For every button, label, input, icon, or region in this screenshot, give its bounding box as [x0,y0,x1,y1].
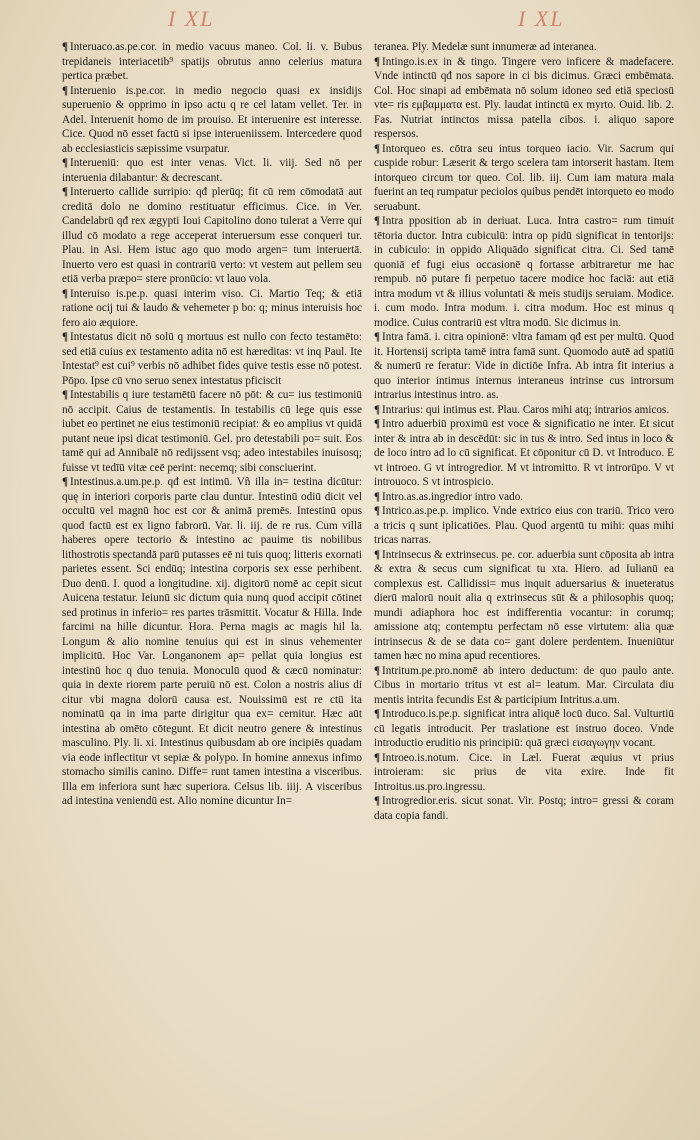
entry-text: Intrico.as.pe.p. implico. Vnde extrico eius con trariū. Trico vero a tricis q sunt iplicatiōes. Plau. Quod argentū tu mihi: quas mihi tricas narras. [374,505,674,546]
paragraph-mark-icon: ¶ [374,795,381,807]
entry-text: Interuerto callide surripio: qđ plerūq; fit cū rem cōmodatā aut creditā dolo ne domino restituatur efficimus. Cice. in Ver. Candelabrū qđ rex ægypti Ioui Capitolino dono tulerat a Verre qui illud cō modato a rege acceperat interuersum esse conqueri tur. Plau. in Asi. Hem istuc ago quo modo argen= tum interuertā. Inuerto vero est quasi in contrariū verto: vt vestem aut pellem seu etiā verba præpo= stere pronūcio: vt lauo vola. [62,186,362,285]
dictionary-entry [374,142,674,215]
dictionary-entry [374,417,674,490]
paragraph-mark-icon: ¶ [374,708,381,720]
paragraph-mark-icon: ¶ [62,41,69,53]
dictionary-entry [62,287,362,331]
entry-text: Intrarius: qui intimus est. Plau. Caros mihi atq; intrarios amicos. [382,403,670,416]
paragraph-mark-icon: ¶ [374,751,381,764]
dictionary-entry [374,214,674,330]
paragraph-mark-icon: ¶ [62,476,69,488]
paragraph-mark-icon: ¶ [62,186,69,198]
paragraph-mark-icon: ¶ [62,157,69,169]
dictionary-entry [62,40,362,84]
dictionary-entry [62,156,362,185]
paragraph-mark-icon: ¶ [374,55,381,68]
folio-mark-left: I XL [168,6,215,31]
dictionary-entry [62,330,362,388]
entry-text: Interueniū: quo est inter venas. Vict. li. viij. Sed nō per interuenia dilabantur: & decrescant. [62,157,362,184]
folio-mark-right: I XL [518,6,565,31]
paragraph-mark-icon: ¶ [374,215,381,227]
right-column [374,40,674,823]
dictionary-entry [374,403,674,418]
entry-text: Intra pposition ab in deriuat. Luca. Intra castro= rum timuit tētoria ductor. Intra cubiculū: intra op pidū significat in tentorijs: in cubiculo: in oppido Aliquādo significat citra. Ci. Sed tamē quoniā ef fugi eius occasionē q fortasse arbitraretur me hac rempub. nō putare fi perpetuo tacere modice hoc faciā: aut etiā intra modum vt & illius voluntati & meis studijs seruiam. Modice. i. cum modo. Intra modum. i. citra modum. Hoc est minus q modice. Cuius contrariū est vltra modū. Sic dicimus in. [374,215,674,329]
paragraph-mark-icon: ¶ [62,389,69,401]
dictionary-entry [374,707,674,751]
entry-text: Intestinus.a.um.pe.p. qđ est intimū. Vñ illa in= testina dicūtur: quę in interiori corporis parte clau duntur. Intestinū odiū dicit vel occultū vel magnū hoc est cor & animā premēs. Intestinū opus quod factū est ex ligno fabrorū. Var. li. iij. de re rus. Cum villā haberes opere tectorio & intestino ac pauime tis nobilibus lithostrotis spectandā parū putasses eē ni tuis quoq; litteris exornati parietes essent. Sci endūq; intestina corporis sex esse perhibent. Duo denū. I. quod a longitudine. xij. digitorū nomē ac cepit sicut Auicena testatur. Ieiunū sic dictum quia nunq quod accipit cōtinet sed protinus in inferio= res partes trāsmittit. Vocatur & Hilla. Inde farcimi na hille dicuntur. Hora. Perna magis ac magis hil la. Longum & alio nomine tenuius qui est in sinus vehementer implicitū. Hoc Var. Longanonem ap= pellat quia longius est intestinū hoc q duo tenuia. Monoculū quod & cæcū nominatur: quia in dexte riorem parte peruiū nō est. Colon a nostris alius di citur vbi magna dolorū causa est. Nouissimū est re ctū ita nominatū qa in ima parte dirigitur qua ex= cernitur. Hæc aūt intestina ab omēto cōtegunt. Et dicit neutro genere & intestinus masculino. Ply. li. xi. Intestinus quibusdam ab ore incipiēs quadam via eode inflectitur vt sepiæ & polypo. In homine annexus infimo stomacho similis canino. Diffe= runt tamen intestina a visceribus. Illa em inferiora sunt hæc superiora. Celsus lib. iiij. A visceribus ad intestina veniendū est. Alio nomine dicuntur In= [62,476,362,807]
entry-text: teranea. Ply. Medelæ sunt innumeræ ad interanea. [374,41,597,53]
paragraph-mark-icon: ¶ [62,84,69,97]
entry-text: Introeo.is.notum. Cice. in Læl. Fuerat æquius vt prius introieram: sic prius de vita exire. Inde fit Introitus.us.pro.ingressu. [374,751,674,793]
paragraph-mark-icon: ¶ [374,331,381,343]
entry-text: Intrinsecus & extrinsecus. pe. cor. aduerbia sunt cōposita ab intra & extra & secus cum significat tu xta. Hiero. ad Iulianū ea complexus est. Callidissi= mus inquit aduersarius & inueteratus dierū malorū nouit alia q extrinsecus sūt & a philosophis quoq; mundi adiaphora hoc est indifferentia vocantur: in corumq; amissione atq; contemptu perfectam nō esse virtutem: alia quæ intrinsecus & de se data co= gant dolere perdentem. Inueniūtur tamen hæc no mina apud recentiores. [374,548,674,662]
paragraph-mark-icon: ¶ [374,490,381,503]
dictionary-entry [62,475,362,809]
dictionary-entry [374,55,674,142]
entry-text: Intingo.is.ex in & tingo. Tingere vero inficere & madefacere. Vnde intinctū qđ nos sapore in ci bis dicimus. Græci embēmata. Col. Hoc sinapi ad embēmata nō solum idoneo sed etiā speciosū vte= ris εμβαμματα est. Ply. laudat intinctū ex myrto. Ouid. lib. 2. Fas. Nutriat intinctos missa patella cibos. i. aliquo sapore respersos. [374,55,674,140]
entry-text: Interuiso is.pe.p. quasi interim viso. Ci. Martio Teq; & etiā ratione ocij tui & laudo & vehemeter p bo: q; minus interuisis hoc fero aio æquiore. [62,287,362,329]
dictionary-entry [374,664,674,708]
entry-text: Intro.as.as.ingredior intro vado. [382,490,524,503]
paragraph-mark-icon: ¶ [62,331,69,343]
entry-text: Intestatus dicit nō solū q mortuus est nullo con fecto testamēto: sed etiā cuius ex testamento adita nō est hæreditas: vt inq Paul. Ite Intestat⁹ est cui⁹ verbis nō adhibet fides quive testis esse nō potest. Pōpo. Ipse cū vno seruo senex intestatus pficiscit [62,331,362,387]
entry-text: Introduco.is.pe.p. significat intra aliquē locū duco. Sal. Vulturtiū cū legatis introducit. Per traslatione est instruo doceo. Vnde introductio eruditio nis principiū: quā græci εισαγωγην vocant. [374,708,674,749]
entry-text: Interuenio is.pe.cor. in medio negocio quasi ex insidijs superuenio & opprimo in ipso actu q re cel latam vellet. Ter. in Adel. Interuenit homo de im prouiso. Et interuenire est interesse. Cice. Quod nō esset factū si ipse interueniissem. Intercedere quod ab ecclesiasticis sæpissime vsurpatur. [62,84,362,155]
entry-text: Intestabilis q iure testamētū facere nō pōt: & cu= ius testimoniū nō accipit. Caius de testamentis. In testabilis cū lege quis esse iubet eo pertinet ne eius testimoniū recipiat: & eo amplius vt quidā putant neue ipsi dicat testimoniū. Gel. pro detestabili po= suit. Eos tamē qui ad Annibalē nō redijssent vsq; adeo intestabiles inuisosq; fuisse vt tedīū vitæ ceē perint: necemq; sibi consciuerint. [62,389,362,474]
dictionary-entry [62,185,362,287]
paragraph-mark-icon: ¶ [62,287,69,300]
dictionary-entry [62,84,362,157]
dictionary-entry [374,548,674,664]
entry-text: Intro aduerbiū proximū est voce & significatio ne inter. Et sicut inter & intra ab in descēdūt: sic in tus & intro. Sed intus in loco & de loco intro ad lo cū significat. Et cōponitur cū D. vt Introduco. E vt introeo. G vt introgredior. M vt intromitto. R vt introrūpo. V vt introuoco. S vt introspicio. [374,418,674,488]
left-column [62,40,362,809]
dictionary-entry [374,504,674,548]
paragraph-mark-icon: ¶ [374,548,381,561]
dictionary-entry [374,794,674,823]
paragraph-mark-icon: ¶ [374,403,381,416]
dictionary-entry [62,388,362,475]
paragraph-mark-icon: ¶ [374,142,381,155]
dictionary-entry [374,330,674,403]
dictionary-entry [374,40,674,55]
entry-text: Introgredior.eris. sicut sonat. Vir. Postq; intro= gressi & coram data copia fandi. [374,795,674,822]
entry-text: Intra famā. i. citra opinionē: vltra famam qđ est per multū. Quod it. Hortensij scripta tamē intra famā sunt. Quomodo autē ad spatiū & numerū re feratur: Vide in dictiōe Infra. Ab intra fit interius a quo interior intimus internus interaneus intrinse cus introrsum intrarius intestinus intro. as. [374,331,674,401]
dictionary-entry [374,751,674,795]
paragraph-mark-icon: ¶ [374,664,381,677]
entry-text: Intritum.pe.pro.nomē ab intero deductum: de quo paulo ante. Cibus in mortario tritus vt est al= leatum. Mar. Circulata diu mentis intrita fecundis Est & participium Intritus.a.um. [374,664,674,706]
paragraph-mark-icon: ¶ [374,418,381,430]
entry-text: Intorqueo es. cōtra seu intus torqueo iacio. Vir. Sacrum qui cuspide robur: Læserit & tergo scelera tam intorserit hastam. Item intorqueo circum tor queo. Col. lib. iij. Cum iam matura mala fuerint an teq rumpatur peciolos quibus pendēt intorqueto eo modo seruabunt. [374,142,674,213]
dictionary-entry [374,490,674,505]
entry-text: Interuaco.as.pe.cor. in medio vacuus maneo. Col. li. v. Bubus trepidaneis interiacetib⁹ spatijs obrutus anno celerius matura pertica præbet. [62,41,362,82]
paragraph-mark-icon: ¶ [374,505,381,517]
